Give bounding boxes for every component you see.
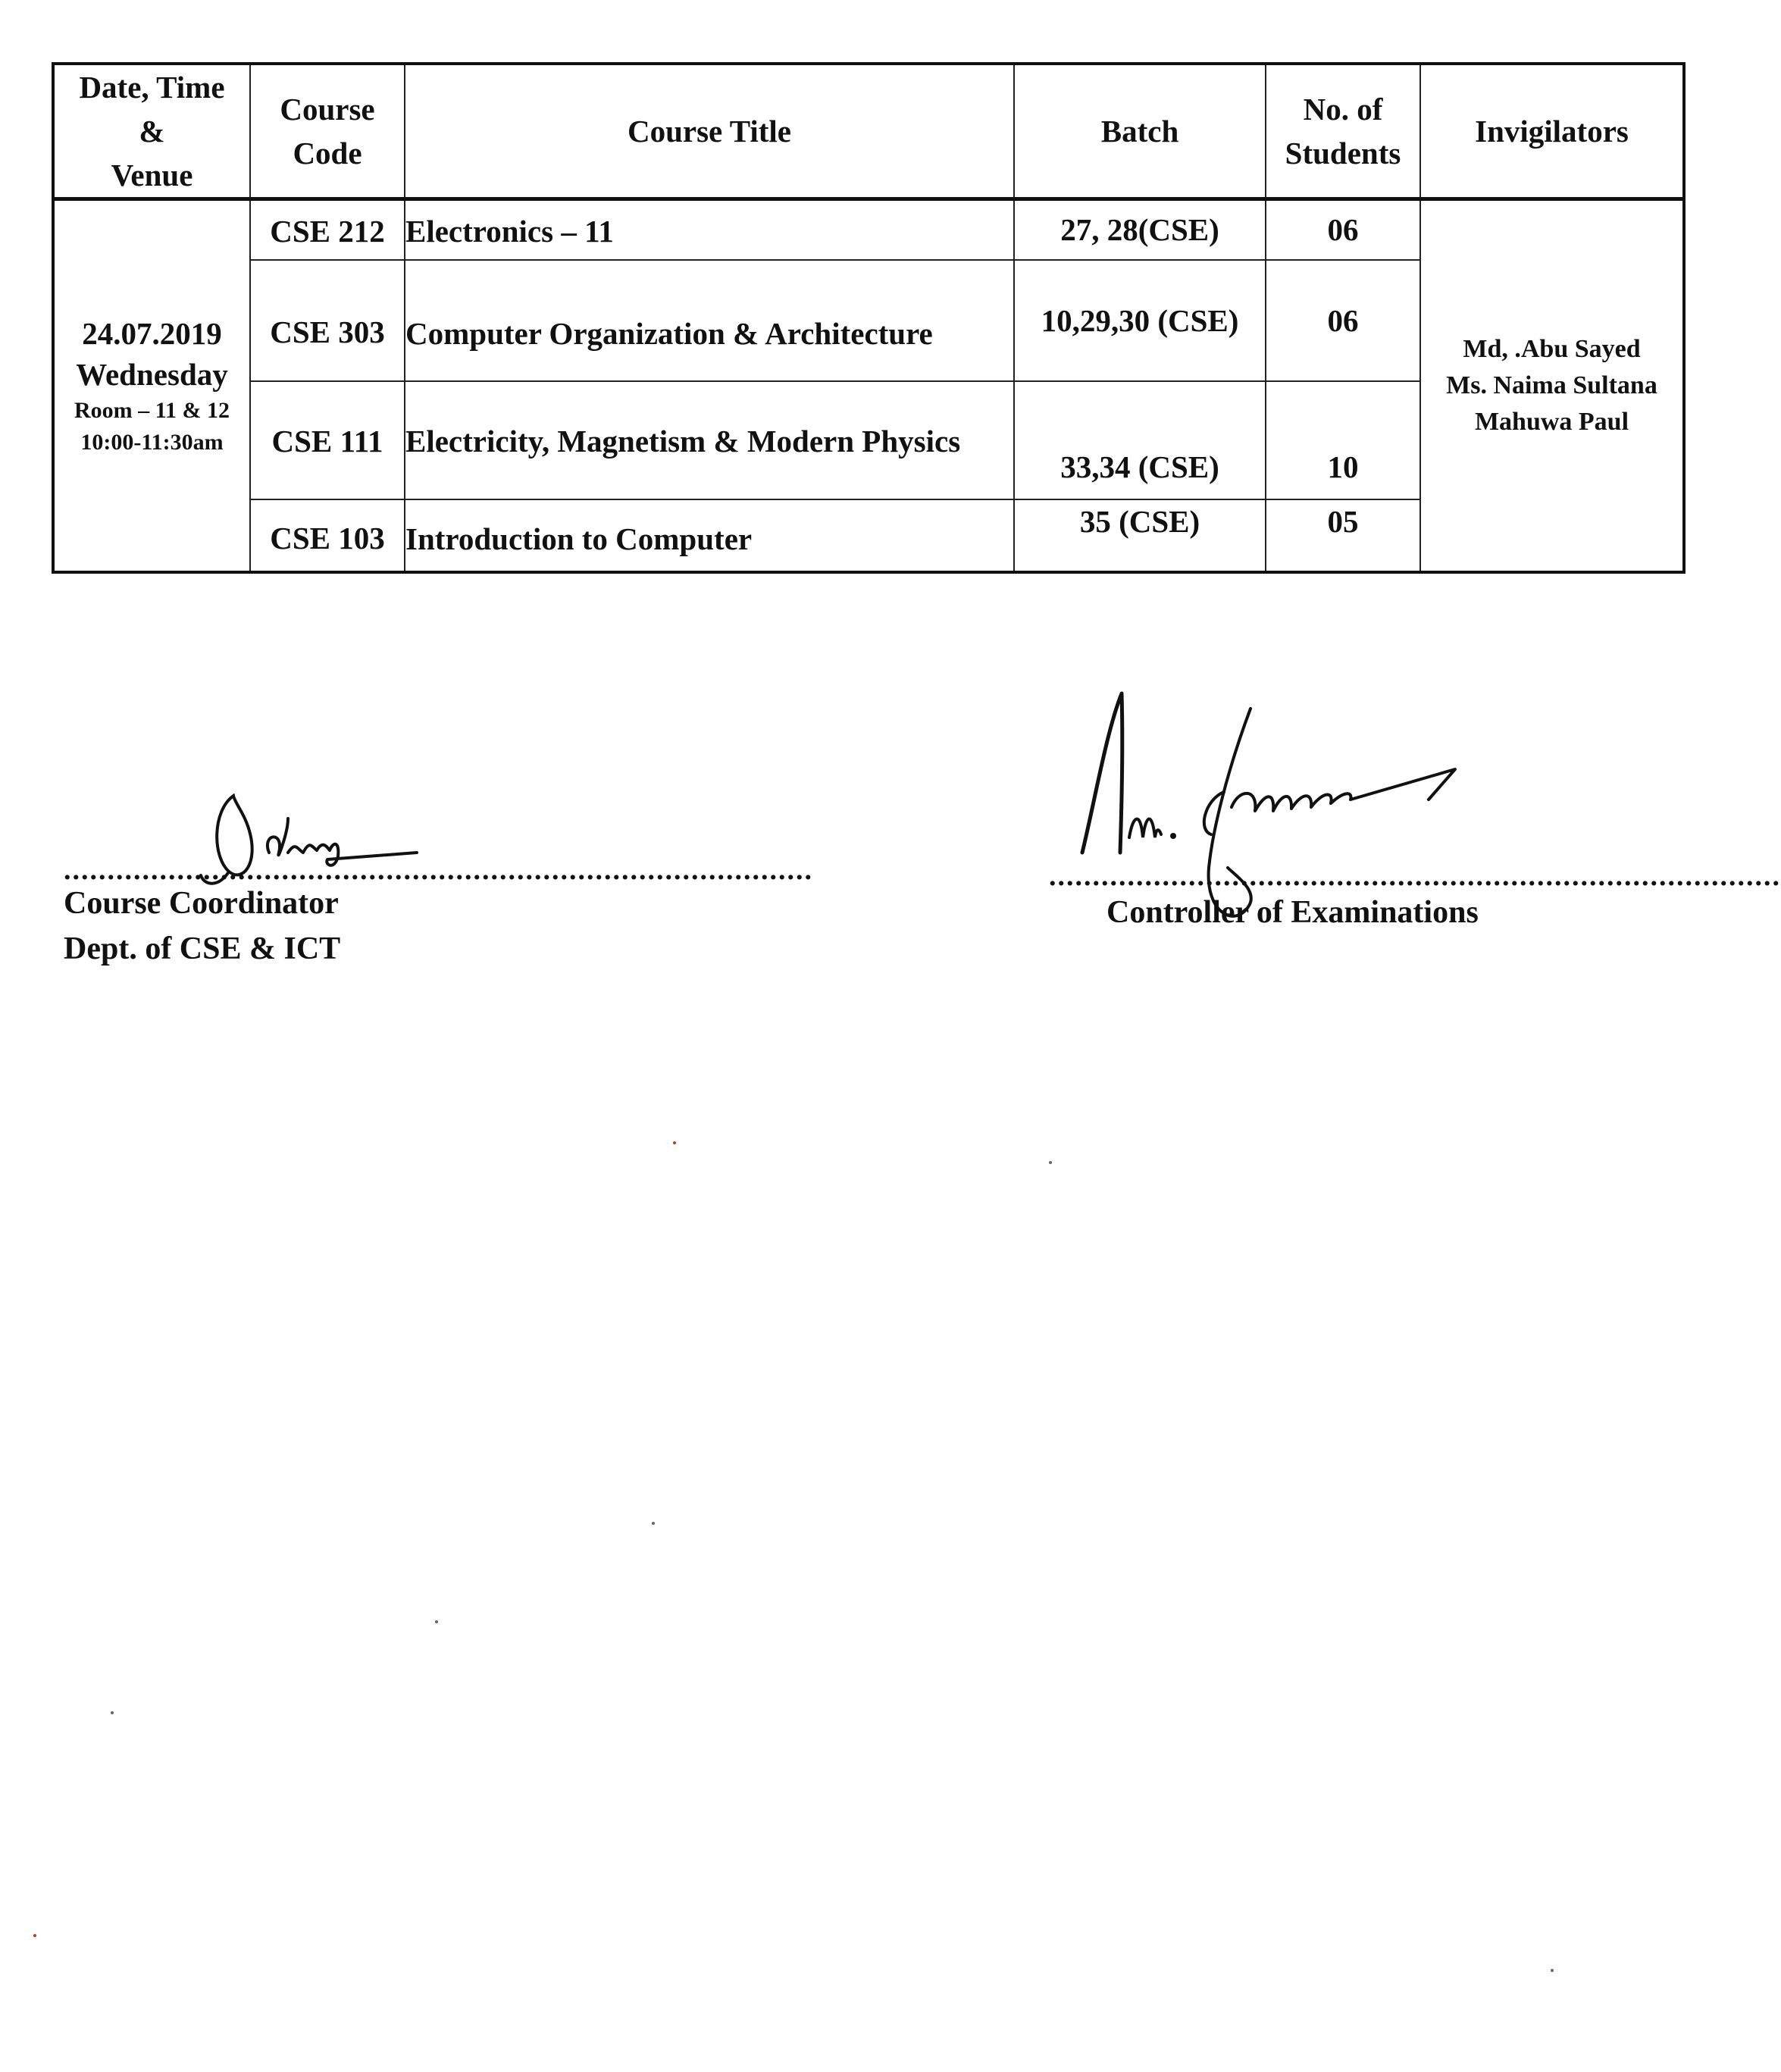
header-date-line-3: Venue [111,158,193,192]
course-code-cell: CSE 103 [250,499,405,572]
header-code-line-2: Code [293,136,362,171]
controller-title: Controller of Examinations [1106,895,1479,930]
course-code-cell: CSE 212 [250,199,405,260]
students-cell: 05 [1266,499,1420,572]
session-date: 24.07.2019 [82,315,222,351]
session-day: Wednesday [76,356,228,392]
coordinator-department: Dept. of CSE & ICT [64,931,341,966]
batch-cell: 27, 28(CSE) [1014,199,1266,260]
session-cell [53,199,250,572]
scan-speck [1551,1969,1554,1972]
batch-cell: 35 (CSE) [1014,499,1266,572]
scan-speck [1049,1161,1052,1164]
course-title-cell: Electricity, Magnetism & Modern Physics [405,381,1014,499]
course-title-cell: Computer Organization & Architecture [405,260,1014,381]
course-title-cell: Electronics – 11 [405,199,1014,260]
invigilator-name: Mahuwa Paul [1474,407,1629,436]
course-title-cell: Introduction to Computer [405,499,1014,572]
header-students-line-2: Students [1285,136,1401,171]
session-room: Room – 11 & 12 [74,397,230,423]
scan-speck [673,1141,676,1144]
header-students-line-1: No. of [1303,92,1383,127]
invigilators-cell [1420,199,1684,572]
header-no-of-students [1266,64,1420,199]
table-header-row [53,64,1684,199]
header-batch: Batch [1014,64,1266,199]
course-code-cell: CSE 303 [250,260,405,381]
exam-schedule-table [52,62,1686,574]
scan-speck [435,1620,438,1623]
batch-cell: 33,34 (CSE) [1014,381,1266,499]
header-course-title: Course Title [405,64,1014,199]
scan-speck [33,1934,36,1937]
students-cell: 06 [1266,260,1420,381]
students-cell: 06 [1266,199,1420,260]
scan-speck [652,1522,655,1525]
header-course-code [250,64,405,199]
header-invigilators: Invigilators [1420,64,1684,199]
coordinator-title: Course Coordinator [64,886,339,921]
header-date-line-1: Date, Time [79,70,225,105]
students-cell: 10 [1266,381,1420,499]
header-code-line-1: Course [280,92,375,127]
signature-line-right: .................................................................................... [1049,860,1781,892]
table-row [53,199,1684,260]
header-date-time-venue [53,64,250,199]
invigilator-name: Md, .Abu Sayed [1463,334,1641,363]
course-code-cell: CSE 111 [250,381,405,499]
coordinator-signature [189,781,432,894]
batch-cell: 10,29,30 (CSE) [1014,260,1266,381]
signature-line-left: ...................................................................................... [64,854,813,886]
scan-speck [111,1711,114,1714]
header-date-line-2: & [139,114,165,149]
invigilator-name: Ms. Naima Sultana [1446,371,1657,399]
session-time: 10:00-11:30am [80,429,224,455]
